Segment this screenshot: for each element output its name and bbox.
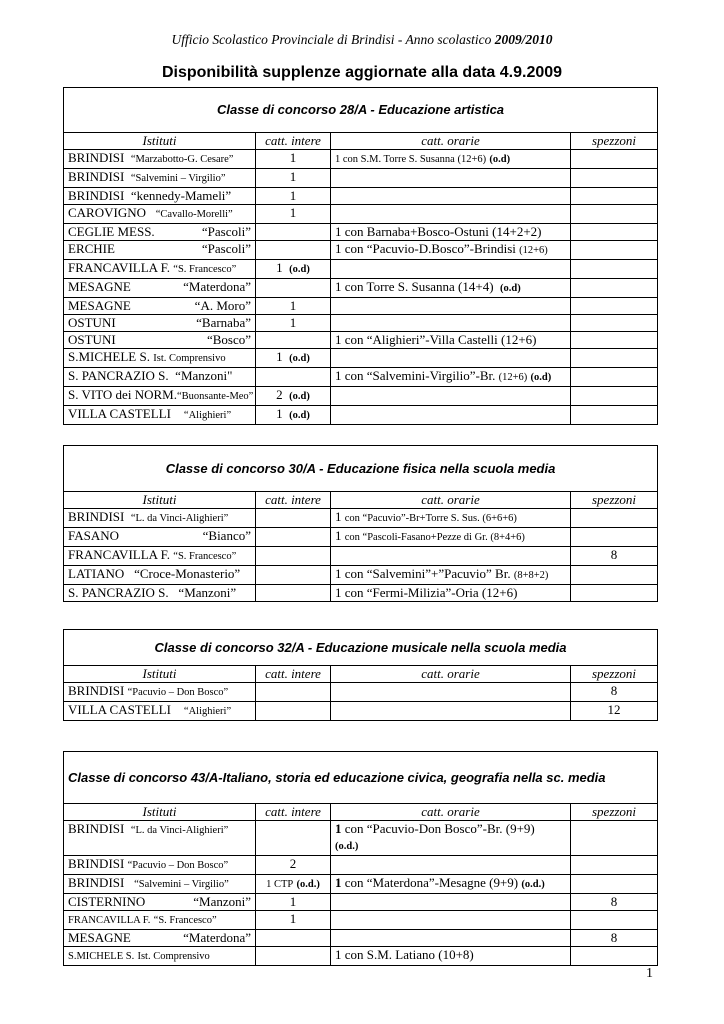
intere-cell <box>256 279 331 298</box>
orarie-cell <box>331 683 571 702</box>
table-row <box>64 279 658 298</box>
orarie-cell: 1 con Torre S. Susanna (14+4) <box>335 279 494 294</box>
page-number: 1 <box>646 966 653 981</box>
spezzoni-cell <box>571 298 658 315</box>
intere-cell: 1 <box>256 169 331 188</box>
table-row <box>64 821 658 856</box>
school-cell: “L. da Vinci-Alighieri” <box>130 513 229 524</box>
city-cell: S. VITO dei NORM. <box>68 387 177 402</box>
orarie-count: 1 <box>335 875 342 890</box>
city-cell: BRINDISI <box>68 856 125 871</box>
spezzoni-cell: 8 <box>571 930 658 947</box>
col-intere: catt. intere <box>256 804 331 821</box>
od-note: (o.d) <box>289 410 310 421</box>
school-cell: “Cavallo-Morelli” <box>155 209 233 220</box>
school-cell: “Materdona” <box>183 279 251 294</box>
orarie-cell <box>331 349 571 368</box>
table-row <box>64 224 658 241</box>
spezzoni-cell: 8 <box>571 683 658 702</box>
spezzoni-cell <box>571 387 658 406</box>
table-row <box>64 260 658 279</box>
spezzoni-cell <box>571 585 658 602</box>
school-cell: “Pacuvio – Don Bosco” <box>127 687 229 698</box>
orarie-cell: con “Materdona”-Mesagne (9+9) <box>341 875 519 890</box>
school-cell: “S. Francesco” <box>173 264 237 275</box>
city-cell: S.MICHELE S. <box>68 951 135 962</box>
intere-cell <box>256 224 331 241</box>
table-row <box>64 528 658 547</box>
orarie-cell: con “Pascoli-Fasano+Pezze di Gr. (8+4+6) <box>344 532 525 543</box>
od-note: (o.d.) <box>521 879 545 890</box>
orarie-count: 1 <box>335 821 342 836</box>
col-spezzoni: spezzoni <box>571 804 658 821</box>
intere-cell <box>256 547 331 566</box>
intere-cell <box>256 509 331 528</box>
spezzoni-cell <box>571 241 658 260</box>
city-cell: CISTERNINO <box>68 894 146 909</box>
table-row <box>64 387 658 406</box>
spezzoni-cell <box>571 566 658 585</box>
school-cell: “Buonsante-Meo” <box>176 391 254 402</box>
orarie-hours: (12+6) <box>498 372 528 383</box>
intere-cell <box>256 930 331 947</box>
table-row <box>64 911 658 930</box>
orarie-cell <box>331 702 571 721</box>
table-row <box>64 150 658 169</box>
orarie-cell: 1 con S.M. Torre S. Susanna (12+6) <box>335 154 487 165</box>
intere-cell: 2 <box>276 387 283 402</box>
table-row <box>64 894 658 911</box>
intere-cell <box>256 566 331 585</box>
city-cell: S. PANCRAZIO S. <box>68 585 169 600</box>
orarie-cell: 1 con “Salvemini”+”Pacuvio” Br. <box>335 566 511 581</box>
school-cell: “Salvemini – Virgilio” <box>134 879 229 890</box>
table-row <box>64 188 658 205</box>
table-row <box>64 547 658 566</box>
col-intere: catt. intere <box>256 666 331 683</box>
od-note: (o.d.) <box>296 879 320 890</box>
intere-cell <box>256 528 331 547</box>
school-cell: “Barnaba” <box>196 315 251 330</box>
school-cell: Ist. Comprensivo <box>137 951 210 962</box>
section-title: Classe di concorso 32/A - Educazione musicale nella scuola media <box>64 630 658 666</box>
intere-cell <box>256 332 331 349</box>
table-row <box>64 947 658 966</box>
table-28a <box>63 87 658 425</box>
orarie-cell <box>331 930 571 947</box>
school-cell: “Salvemini – Virgilio” <box>130 173 226 184</box>
intere-cell: 1 <box>256 150 331 169</box>
city-cell: BRINDISI <box>68 821 125 836</box>
intere-cell <box>256 821 331 856</box>
spezzoni-cell <box>571 406 658 425</box>
table-row <box>64 930 658 947</box>
spezzoni-cell <box>571 279 658 298</box>
od-note: (o.d) <box>530 372 552 383</box>
orarie-count: 1 <box>335 528 342 543</box>
intere-cell <box>256 702 331 721</box>
intere-cell <box>256 683 331 702</box>
col-orarie: catt. orarie <box>331 492 571 509</box>
section-title: Classe di concorso 28/A - Educazione artistica <box>64 88 658 133</box>
table-row <box>64 205 658 224</box>
table-row <box>64 406 658 425</box>
spezzoni-cell <box>571 875 658 894</box>
spezzoni-cell <box>571 224 658 241</box>
city-cell: BRINDISI <box>68 509 125 524</box>
school-cell: Ist. Comprensivo <box>153 353 226 364</box>
school-cell: “Manzoni” <box>193 894 251 909</box>
col-intere: catt. intere <box>256 492 331 509</box>
city-cell: FRANCAVILLA F. <box>68 547 171 562</box>
school-cell: “Manzoni" <box>175 368 233 383</box>
city-cell: FRANCAVILLA F. <box>68 260 171 275</box>
spezzoni-cell <box>571 528 658 547</box>
od-note: (o.d) <box>289 353 310 364</box>
orarie-cell <box>331 315 571 332</box>
od-note: (o.d) <box>489 154 511 165</box>
school-cell: “A. Moro” <box>194 298 251 313</box>
orarie-cell: con “Pacuvio-Don Bosco”-Br. (9+9) <box>341 821 535 836</box>
city-cell: S. PANCRAZIO S. <box>68 368 169 383</box>
spezzoni-cell: 8 <box>571 547 658 566</box>
orarie-cell <box>331 260 571 279</box>
od-note: (o.d) <box>289 391 310 402</box>
table-row <box>64 349 658 368</box>
orarie-hours: (8+8+2) <box>513 570 549 581</box>
orarie-cell <box>331 547 571 566</box>
intere-cell: 1 <box>256 911 331 930</box>
table-43a <box>63 751 658 966</box>
col-intere: catt. intere <box>256 133 331 150</box>
city-cell: MESAGNE <box>68 279 131 294</box>
orarie-cell: 1 con “Pacuvio-D.Bosco”-Brindisi <box>335 241 516 256</box>
city-cell: ERCHIE <box>68 241 115 256</box>
orarie-cell: 1 con Barnaba+Bosco-Ostuni (14+2+2) <box>331 224 571 241</box>
spezzoni-cell <box>571 169 658 188</box>
orarie-cell <box>331 298 571 315</box>
school-cell: “kennedy-Mameli” <box>130 188 232 203</box>
city-cell: OSTUNI <box>68 315 116 330</box>
city-cell: BRINDISI <box>68 169 125 184</box>
orarie-cell <box>331 911 571 930</box>
table-row <box>64 875 658 894</box>
table-row <box>64 566 658 585</box>
intere-cell: 1 <box>256 205 331 224</box>
od-note: (o.d) <box>289 264 310 275</box>
school-cell: “Alighieri” <box>183 410 232 421</box>
table-32a <box>63 629 658 721</box>
city-cell: BRINDISI <box>68 188 125 203</box>
school-cell: “Bosco” <box>206 332 251 347</box>
col-spezzoni: spezzoni <box>571 492 658 509</box>
section-title: Classe di concorso 43/A-Italiano, storia ed educazione civica, geografia nella sc. media <box>64 752 658 804</box>
school-cell: “Materdona” <box>183 930 251 945</box>
spezzoni-cell <box>571 856 658 875</box>
city-cell: CAROVIGNO <box>68 205 146 220</box>
od-note: (o.d.) <box>335 841 359 852</box>
city-cell: BRINDISI <box>68 683 125 698</box>
table-row <box>64 241 658 260</box>
col-orarie: catt. orarie <box>331 133 571 150</box>
city-cell: BRINDISI <box>68 875 125 890</box>
school-cell: “Alighieri” <box>183 706 232 717</box>
spezzoni-cell <box>571 205 658 224</box>
orarie-cell: 1 con “Salvemini-Virgilio”-Br. <box>335 368 496 383</box>
spezzoni-cell <box>571 509 658 528</box>
table-row <box>64 856 658 875</box>
orarie-cell: 1 con S.M. Latiano (10+8) <box>331 947 571 966</box>
intere-cell <box>256 585 331 602</box>
od-note: (o.d) <box>500 283 521 294</box>
table-row <box>64 683 658 702</box>
intere-cell: 1 <box>276 260 283 275</box>
intere-cell: 1 <box>276 349 283 364</box>
city-cell: CEGLIE MESS. <box>68 224 155 239</box>
school-cell: “Marzabotto-G. Cesare” <box>130 154 234 165</box>
orarie-cell <box>331 894 571 911</box>
table-row <box>64 509 658 528</box>
col-istituti: Istituti <box>64 492 256 509</box>
school-cell: “Pascoli” <box>201 224 251 239</box>
spezzoni-cell <box>571 349 658 368</box>
office-label: Ufficio Scolastico Provinciale di Brindisi - Anno scolastico <box>171 32 495 47</box>
spezzoni-cell <box>571 332 658 349</box>
intere-cell: 1 <box>256 298 331 315</box>
spezzoni-cell <box>571 188 658 205</box>
intere-cell: 1 <box>256 188 331 205</box>
orarie-cell: 1 con “Fermi-Milizia”-Oria (12+6) <box>331 585 571 602</box>
col-istituti: Istituti <box>64 804 256 821</box>
table-row <box>64 298 658 315</box>
table-row <box>64 332 658 349</box>
col-istituti: Istituti <box>64 133 256 150</box>
page-header <box>0 32 724 48</box>
col-orarie: catt. orarie <box>331 804 571 821</box>
spezzoni-cell <box>571 947 658 966</box>
spezzoni-cell <box>571 911 658 930</box>
school-cell: “Pacuvio – Don Bosco” <box>127 860 229 871</box>
intere-cell <box>256 241 331 260</box>
intere-cell: 1 <box>256 894 331 911</box>
city-cell: MESAGNE <box>68 298 131 313</box>
intere-cell: 1 CTP <box>266 879 294 890</box>
col-spezzoni: spezzoni <box>571 133 658 150</box>
intere-cell: 1 <box>256 315 331 332</box>
city-cell: BRINDISI <box>68 150 125 165</box>
orarie-count: 1 <box>335 509 342 524</box>
school-cell: “L. da Vinci-Alighieri” <box>130 825 229 836</box>
table-row <box>64 368 658 387</box>
spezzoni-cell: 12 <box>571 702 658 721</box>
orarie-cell <box>331 406 571 425</box>
school-cell: “Manzoni” <box>178 585 237 600</box>
col-istituti: Istituti <box>64 666 256 683</box>
table-row <box>64 315 658 332</box>
city-cell: MESAGNE <box>68 930 131 945</box>
orarie-cell <box>331 387 571 406</box>
city-cell: FRANCAVILLA F. <box>68 915 151 926</box>
school-cell: “Pascoli” <box>201 241 251 256</box>
orarie-cell: 1 con “Alighieri”-Villa Castelli (12+6) <box>331 332 571 349</box>
intere-cell: 2 <box>256 856 331 875</box>
orarie-cell <box>331 188 571 205</box>
intere-cell: 1 <box>276 406 283 421</box>
table-row <box>64 585 658 602</box>
table-30a <box>63 445 658 602</box>
section-title: Classe di concorso 30/A - Educazione fisica nella scuola media <box>64 446 658 492</box>
table-row <box>64 702 658 721</box>
orarie-cell <box>331 856 571 875</box>
city-cell: OSTUNI <box>68 332 116 347</box>
intere-cell <box>256 368 331 387</box>
spezzoni-cell: 8 <box>571 894 658 911</box>
city-cell: VILLA CASTELLI <box>68 702 171 717</box>
document-title: Disponibilità supplenze aggiornate alla data 4.9.2009 <box>161 64 563 81</box>
spezzoni-cell <box>571 260 658 279</box>
city-cell: FASANO <box>68 528 120 543</box>
table-row <box>64 169 658 188</box>
spezzoni-cell <box>571 150 658 169</box>
school-cell: “Bianco” <box>202 528 251 543</box>
orarie-cell <box>331 205 571 224</box>
city-cell: S.MICHELE S. <box>68 349 150 364</box>
city-cell: LATIANO <box>68 566 125 581</box>
orarie-cell <box>331 169 571 188</box>
col-spezzoni: spezzoni <box>571 666 658 683</box>
spezzoni-cell <box>571 821 658 856</box>
spezzoni-cell <box>571 315 658 332</box>
city-cell: VILLA CASTELLI <box>68 406 171 421</box>
orarie-hours: (12+6) <box>519 245 548 256</box>
school-year: 2009/2010 <box>494 32 553 47</box>
orarie-cell: con “Pacuvio”-Br+Torre S. Sus. (6+6+6) <box>344 513 517 524</box>
spezzoni-cell <box>571 368 658 387</box>
school-cell: “S. Francesco” <box>153 915 217 926</box>
intere-cell <box>256 947 331 966</box>
school-cell: “S. Francesco” <box>173 551 237 562</box>
school-cell: “Croce-Monasterio” <box>134 566 241 581</box>
col-orarie: catt. orarie <box>331 666 571 683</box>
